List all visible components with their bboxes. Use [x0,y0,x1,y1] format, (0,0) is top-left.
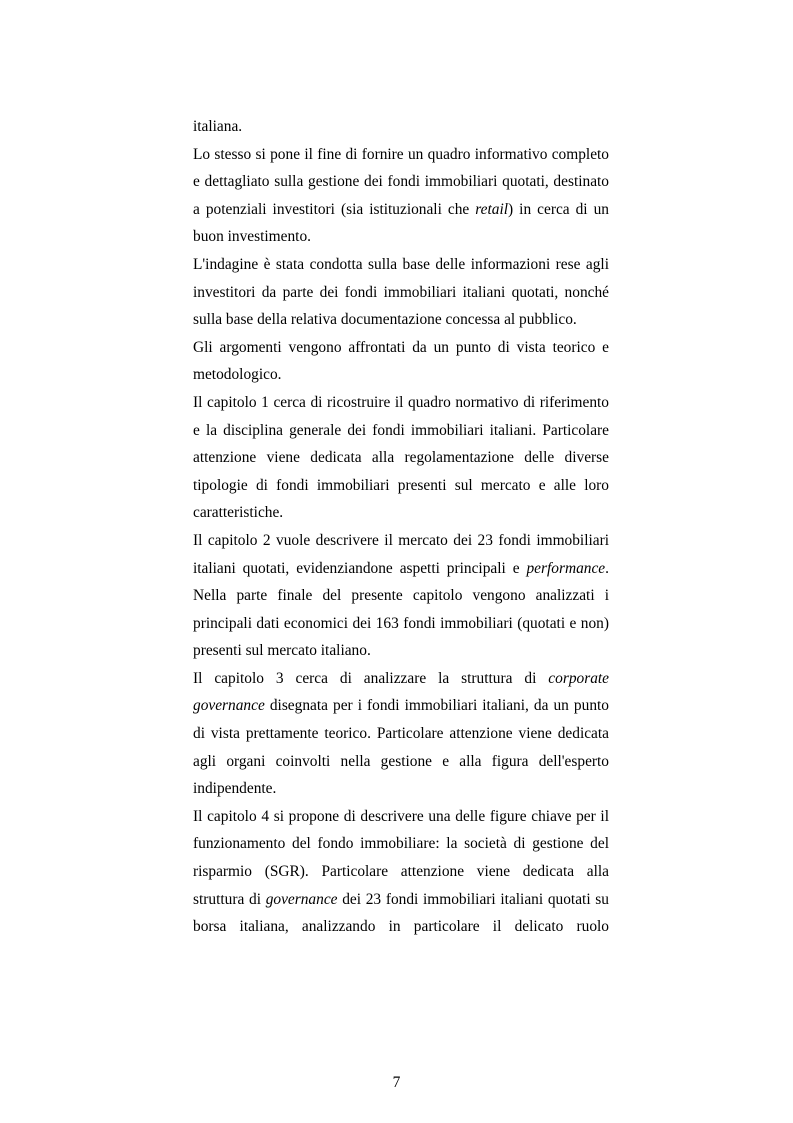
paragraph-chapter-3 [193,665,609,803]
paragraph-text: dei 23 fondi immobiliari italiani quotati su borsa italiana, analizzando in particolare il delicato ruolo [193,890,609,936]
paragraph-text: italiana. [193,118,243,135]
body-text [193,113,609,941]
paragraph-chapter-4 [193,803,609,941]
paragraph-text: disegnata per i fondi immobiliari italiani, da un punto di vista prettamente teorico. Particolare attenzione viene dedicata agli organi coinvolti nella gestione e alla figura dell'esperto indipendente. [193,697,609,798]
paragraph-text: L'indagine è stata condotta sulla base delle informazioni rese agli investitori da parte dei fondi immobiliari italiani quotati, nonché sulla base della relativa documentazione concessa al pubblico. [193,255,609,329]
paragraph-text: Lo stesso si pone il fine di fornire un quadro informativo completo e dettagliato sulla gestione dei fondi immobiliari quotati, destinato a potenziali investitori (sia istituzionali che [193,145,609,218]
paragraph-text: ) in cerca di un buon investimento. [193,200,609,246]
paragraph-text: Il capitolo 3 cerca di analizzare la struttura di [193,669,549,687]
paragraph-text: . Nella parte finale del presente capitolo vengono analizzati i principali dati economici dei 163 fondi immobiliari (quotati e non) presenti sul mercato italiano. [193,559,609,660]
paragraph-chapter-2 [193,527,609,665]
paragraph-text: Il capitolo 1 cerca di ricostruire il quadro normativo di riferimento e la disciplina generale dei fondi immobiliari italiani. Particolare attenzione viene dedicata alla regolamentazione delle diverse tipologie di fondi immobiliari presenti sul mercato e alle loro caratteristiche. [193,393,609,522]
italic-term: corporate governance [193,669,609,715]
paragraph-continuation [193,113,609,141]
italic-term: governance [265,890,338,908]
paragraph-text: Gli argomenti vengono affrontati da un punto di vista teorico e metodologico. [193,338,609,384]
italic-term: performance [526,559,606,577]
paragraph-method [193,251,609,334]
paragraph-purpose [193,141,609,251]
page-number: 7 [392,1074,401,1091]
paragraph-chapter-1 [193,389,609,527]
paragraph-text: Il capitolo 2 vuole descrivere il mercato dei 23 fondi immobiliari italiani quotati, evidenziandone aspetti principali e [193,531,609,577]
italic-term: retail [475,200,509,218]
paragraph-text: Il capitolo 4 si propone di descrivere una delle figure chiave per il funzionamento del fondo immobiliare: la società di gestione del risparmio (SGR). Particolare attenzione viene dedicata alla struttura di [193,807,609,908]
paragraph-approach [193,334,609,389]
